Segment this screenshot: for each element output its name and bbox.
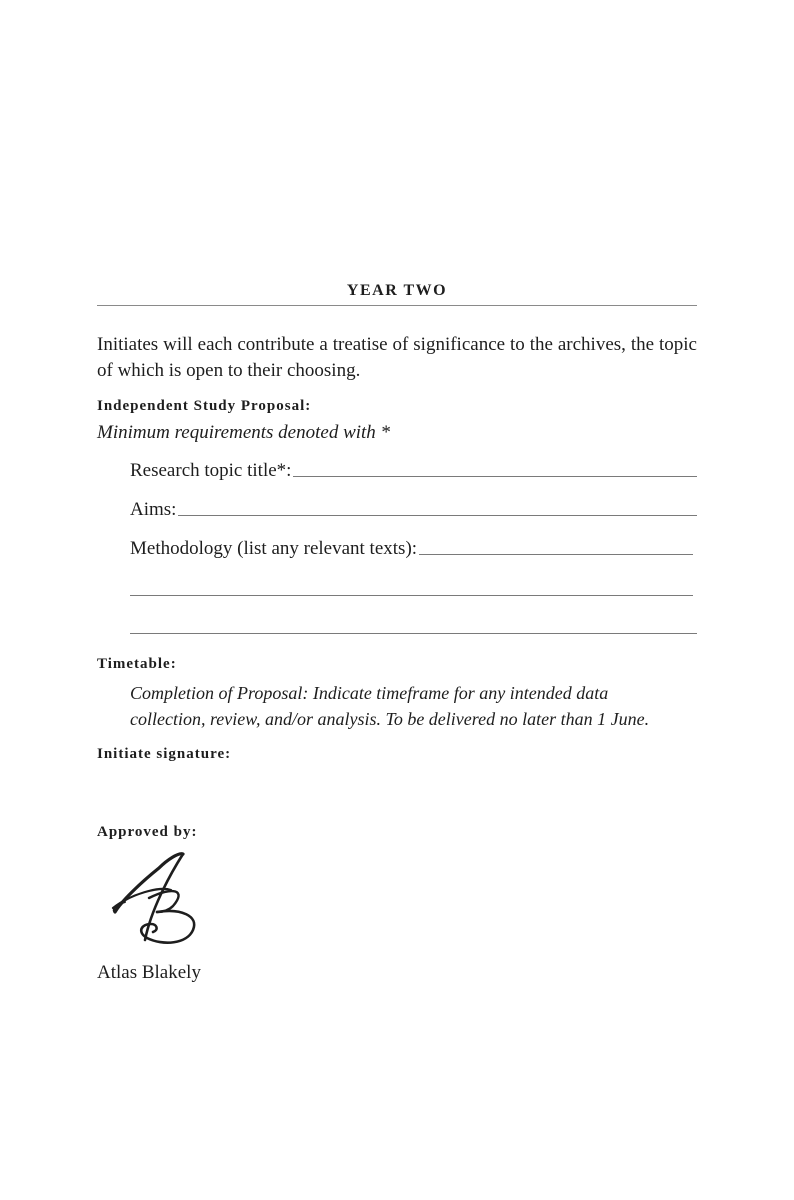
timetable-instructions [130, 680, 690, 732]
timetable-line-2: collection, review, and/or analysis. To be delivered no later than 1 June. [130, 709, 650, 729]
proposal-note: Minimum requirements denoted with * [97, 422, 391, 443]
aims-line[interactable] [178, 515, 697, 516]
handwritten-signature [107, 850, 207, 950]
approved-by-label: Approved by: [97, 824, 198, 840]
initiate-signature-label: Initiate signature: [97, 746, 232, 762]
methodology-field[interactable] [130, 536, 693, 560]
approver-name: Atlas Blakely [97, 962, 201, 983]
methodology-label: Methodology (list any relevant texts): [130, 538, 418, 559]
methodology-continuation-line-2[interactable] [130, 633, 697, 634]
aims-field[interactable] [130, 497, 697, 521]
intro-paragraph: Initiates will each contribute a treatise of significance to the archives, the topic of which is open to their choosing. [97, 334, 697, 381]
methodology-continuation-line-1[interactable] [130, 595, 693, 596]
section-title: YEAR TWO [346, 282, 448, 299]
timetable-label: Timetable: [97, 656, 177, 672]
research-topic-field[interactable] [130, 458, 697, 482]
proposal-label: Independent Study Proposal: [97, 398, 312, 414]
timetable-line-1: Completion of Proposal: Indicate timeframe for any intended data [130, 683, 609, 703]
aims-label: Aims: [130, 499, 177, 520]
research-topic-label: Research topic title*: [130, 460, 292, 481]
document-page [97, 0, 697, 1200]
title-divider [97, 305, 697, 306]
research-topic-line[interactable] [293, 476, 697, 477]
methodology-line[interactable] [419, 554, 693, 555]
